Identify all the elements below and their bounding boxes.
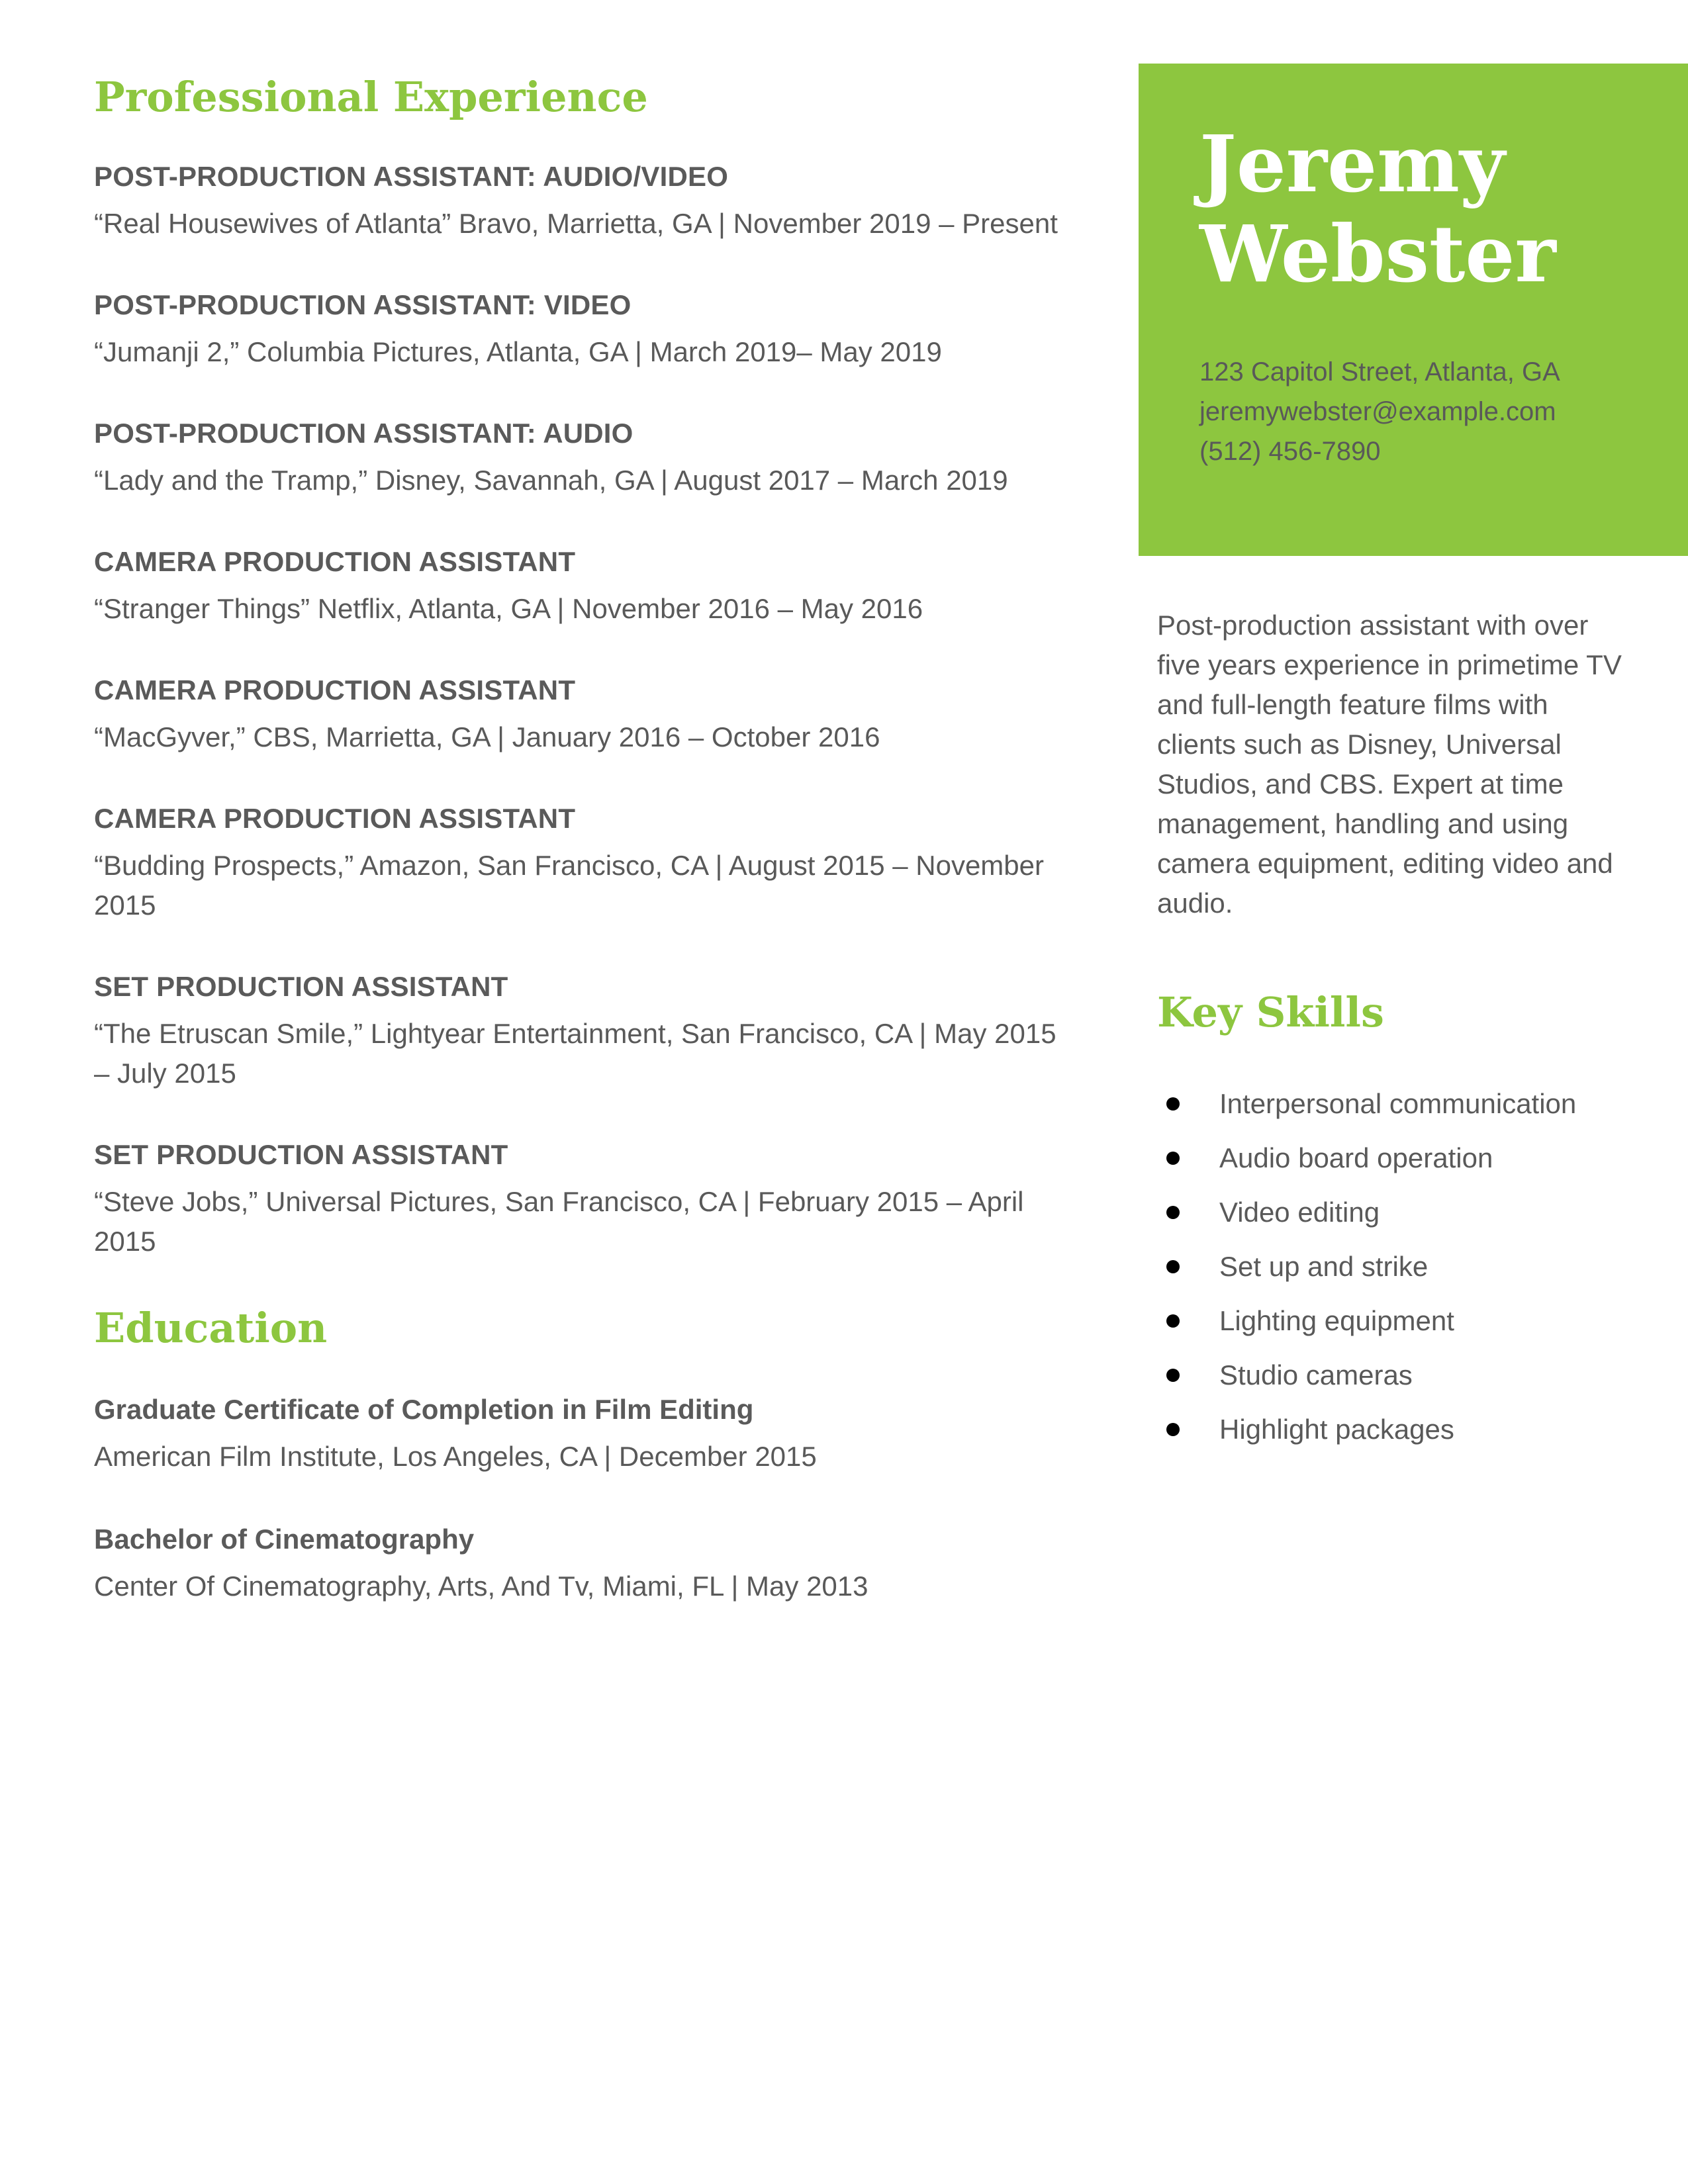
skill-label: Set up and strike [1219, 1251, 1429, 1283]
bullet-icon [1166, 1260, 1180, 1273]
job-detail: “Lady and the Tramp,” Disney, Savannah, GA | August 2017 – March 2019 [94, 465, 1008, 496]
skill-item [1157, 1131, 1634, 1185]
job-title: SET PRODUCTION ASSISTANT [94, 1139, 508, 1171]
job-detail: “Budding Prospects,” Amazon, San Francisco, CA | August 2015 – November 2015 [94, 850, 1044, 921]
job-entry [94, 286, 1067, 372]
skill-label: Video editing [1219, 1197, 1380, 1228]
skill-item [1157, 1348, 1634, 1402]
skill-label: Lighting equipment [1219, 1305, 1454, 1337]
job-title: CAMERA PRODUCTION ASSISTANT [94, 546, 576, 578]
bullet-icon [1166, 1206, 1180, 1219]
skills-list [1157, 1077, 1634, 1457]
skill-item [1157, 1077, 1634, 1131]
name-header-box [1139, 64, 1688, 556]
skills-heading: Key Skills [1157, 988, 1384, 1036]
candidate-name [1199, 119, 1688, 299]
education-detail: American Film Institute, Los Angeles, CA | December 2015 [94, 1440, 817, 1472]
education-degree: Graduate Certificate of Completion in Film Editing [94, 1393, 754, 1425]
job-entry [94, 968, 1067, 1093]
job-title: SET PRODUCTION ASSISTANT [94, 971, 508, 1003]
skill-label: Studio cameras [1219, 1359, 1413, 1391]
skill-item [1157, 1185, 1634, 1240]
education-entry [94, 1390, 1067, 1477]
job-entry [94, 414, 1067, 500]
left-column [94, 73, 1067, 1650]
job-detail: “MacGyver,” CBS, Marrietta, GA | January 2016 – October 2016 [94, 721, 880, 753]
skill-item [1157, 1240, 1634, 1294]
bullet-icon [1166, 1314, 1180, 1328]
job-title: POST-PRODUCTION ASSISTANT: AUDIO [94, 418, 633, 449]
phone: (512) 456-7890 [1199, 437, 1381, 466]
job-detail: “Stranger Things” Netflix, Atlanta, GA | November 2016 – May 2016 [94, 593, 923, 625]
skill-item [1157, 1294, 1634, 1348]
skill-label: Audio board operation [1219, 1142, 1493, 1174]
job-title: CAMERA PRODUCTION ASSISTANT [94, 803, 576, 835]
bullet-icon [1166, 1423, 1180, 1436]
job-entry [94, 671, 1067, 757]
job-detail: “Real Housewives of Atlanta” Bravo, Marrietta, GA | November 2019 – Present [94, 208, 1058, 240]
job-title: CAMERA PRODUCTION ASSISTANT [94, 674, 576, 706]
bullet-icon [1166, 1369, 1180, 1382]
job-entry [94, 1136, 1067, 1261]
email: jeremywebster@example.com [1199, 397, 1556, 426]
skill-label: Interpersonal communication [1219, 1088, 1577, 1120]
last-name: Webster [1199, 208, 1556, 300]
bullet-icon [1166, 1152, 1180, 1165]
education-detail: Center Of Cinematography, Arts, And Tv, Miami, FL | May 2013 [94, 1570, 868, 1602]
job-entry [94, 158, 1067, 244]
job-entry [94, 543, 1067, 629]
job-detail: “Jumanji 2,” Columbia Pictures, Atlanta, GA | March 2019– May 2019 [94, 336, 942, 368]
job-detail: “The Etruscan Smile,” Lightyear Entertainment, San Francisco, CA | May 2015 – July 2015 [94, 1018, 1056, 1089]
education-entry [94, 1520, 1067, 1606]
summary-paragraph: Post-production assistant with over five years experience in primetime TV and full-length feature films with clients such as Disney, Universal Studios, and CBS. Expert at time management, handling and using camera equipment, editing video and audio. [1157, 610, 1622, 919]
contact-info [1199, 352, 1688, 471]
job-entry [94, 799, 1067, 925]
skill-item [1157, 1402, 1634, 1457]
address: 123 Capitol Street, Atlanta, GA [1199, 357, 1560, 387]
right-column [1157, 606, 1634, 1457]
experience-heading: Professional Experience [94, 73, 648, 121]
skill-label: Highlight packages [1219, 1414, 1454, 1445]
bullet-icon [1166, 1097, 1180, 1111]
job-title: POST-PRODUCTION ASSISTANT: AUDIO/VIDEO [94, 161, 729, 193]
education-heading: Education [94, 1304, 328, 1353]
job-title: POST-PRODUCTION ASSISTANT: VIDEO [94, 289, 632, 321]
education-degree: Bachelor of Cinematography [94, 1523, 475, 1555]
job-detail: “Steve Jobs,” Universal Pictures, San Francisco, CA | February 2015 – April 2015 [94, 1186, 1024, 1257]
first-name: Jeremy [1199, 118, 1505, 210]
